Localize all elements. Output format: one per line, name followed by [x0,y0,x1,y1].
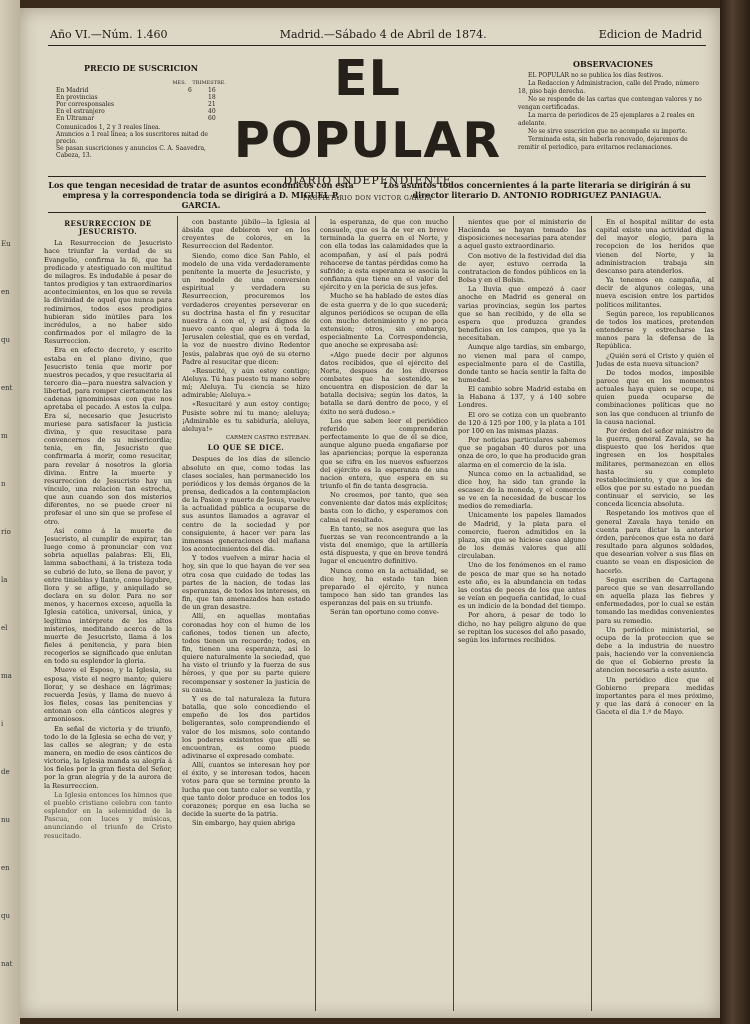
paragraph: Así como á la muerte de Jesucristo, al cumplir de expirar, tan luego como á pronunciar con voz sobria aquellas palabras: Eli, Eli, lamma sabacthani, á la tristeza toda se cubrió de luto, se llena de pavor, y entre tinieblas y llanto, como lúgubre, llora y se aflige, y aniquilado se declara en su dolor. Para no ser menos, y hacernos exceso, aquella la Iglesia católica, universal, única, y legítima intérprete de los altos misterios, meditando acerca de la muerte de Jesucristo, llama á los fieles á penitencia, y para bien recogerlos se significado que enlutan en todo su esplendor la gloria. [44,526,172,666]
price-trim: 40 [208,108,216,115]
paragraph: Según parece, los republicanos de todos los matices, pretenden entenderse y estrecharse las manos para la defensa de la República. [596,309,714,351]
price-trim: 21 [208,101,216,108]
masthead [225,48,510,202]
paragraph: Nunca como en la actualidad, se dice hoy, ha estado tan bien preparado el ejército, y nunca tampoco han sido tan grandes las esperanzas del pais en su triunfo. [320,566,448,608]
fragment-text: nu [1,816,11,824]
paragraph: Un periódico ministerial, se ocupa de la proteccion que se debe a la industria de nuestro país, haciendo ver la conveniencia de que el Gobierno preste la atencion necesaria a este asunto. [596,625,714,675]
column-divider [453,216,454,1011]
prices-heading: PRECIO DE SUSCRICION [83,63,199,73]
paragraph: ¿Quién será el Cristo y quién el Judas de esta nueva situacion? [596,351,714,368]
paragraph: Mucho se ha hablado de estos días de esta guerra y de lo que sucederá; algunos periódicos se ocupan de ella con mucho detenimiento y no poca extension; otros, sin embargo, especialmente La Correspondencia, que anoche se expresaba así: [320,292,448,350]
paragraph: Despues de los días de silencio absoluto en que, como todas las clases sociales, han permanecido los periódicos y los demás órganos de la prensa, dedicados a la contemplacion de la Pasion y muerte de Jesus, vuelve la actualidad pública a ocuparse de sus asuntos llamados a agravar el centro de la sociedad y por consiguiente, á hacer ver para las inmensas generaciones del mañana los acontecimientos del dia. [182,455,310,554]
edition-label: Edicion de Madrid [598,28,702,41]
price-place: Por corresponsales [56,101,115,108]
paragraph: Mueve el Esposo, y la Iglesia, su esposa, viste el negro manto; quiere llorar, y se deshace en lágrimas; recuerda Jesús, y llama de nuevo á los fieles, cosas las penitencias y entonan con ella cánticos alegres y armoniosos. [44,666,172,724]
paragraph: Por noticias particulares sabemos que se pagaban 40 duros por una onza de oro, lo que ha producido gran alarma en el comercio de la isla. [458,436,586,469]
paragraph: Unicamente los papeles llamados de Madrid, y la plata para el comercio, fueron admitidos en la plaza, sin que se hiciese caso alguno de los demás valores que allí circulaban. [458,511,586,561]
paragraph: Por ahora, á pesar de todo lo dicho, no hay peligro alguno de que se repitan los sucesos del año pasado, según los informes recibidos. [458,611,586,644]
paragraph: Ya tenemos en campaña, al decir de algunos colegas, una nueva escision entre los partidos políticos militantes. [596,276,714,309]
price-row [56,115,226,122]
observation-line: No se sirve suscricion que no acompañe su importe. [528,128,688,135]
paragraph: Serán tan oportuno como conve- [330,608,440,617]
paragraph: En tanto, se nos asegura que las fuerzas se van reconcentrando a la vista del enemigo, que la artillería está dispuesta, y que en breve tendrá lugar el encuentro definitivo. [320,524,448,566]
paragraph: con bastante júbilo—la Iglesia al ábsida que debieron ver en los creyentes de colores, en la Resurreccion del Redentor. [182,218,310,251]
price-trim: 18 [208,94,216,101]
paragraph: «Resucité, y aún estoy contigo; Aleluya. Tú has puesto tu mano sobre mí; Aleluya. Tu ciencia se hizo admirable; Aleluya.» [182,366,310,400]
paragraph: Y todos vuelven a mirar hacia el hoy, sin que lo que hayan de ver sea otra cosa que cuidado de todas las partes de la nacion, de todas las esperanzas, de todos los intereses, en fin, que tan amenazados han estado de un gran desastre. [182,554,310,612]
business-notice: Los que tengan necesidad de tratar de asuntos económicos con esta empresa y la correspondencia toda se dirigirá a D. MIGUEL P. GARCIA. [48,180,354,210]
price-row [56,108,226,115]
paragraph: Era en efecto decreto, y escrito estaba en el plano divino, que Jesucristo tenia que morir por nuestros pecados, y que resucitaria al tercero dia—para nuestra salvacion y libertad, para romper ciertamente las cadenas ignominiosas con que nos apretaba el pecado. A estos la culpa. Era sí, necesario que Jesucristo muriese para satisfacer la justicia divina, y que resucitase para convencernos de su misericordia; tenia, en fin, Jesucristo que confirmarla á morir, como resucitar, para revelar á nosotros la gloria divina. Entre la muerte y resurreccion de Jesucristo hay un vínculo, una relacion tan estrecha, que aun cuando son dos misterios diferentes, no se puede creer ni profesar el uno sin que se profese el otro. [44,346,172,526]
fragment-text: rio [1,528,11,536]
column-divider [591,216,592,1011]
column-divider [315,216,316,1011]
paragraph: El oro se cotiza con un quebranto de 120 á 125 por 100, y la plata a 101 por 100 en las mismas plazas. [458,410,586,435]
observations [518,60,708,152]
previous-page-edge [0,0,20,1024]
column-3 [320,218,448,1008]
price-note: Se pasan suscriciones y anuncios C. A. Saavedra, Cabeza, 13. [56,145,206,159]
fragment-text: de [1,768,10,776]
place-date: Madrid.—Sábado 4 de Abril de 1874. [279,28,487,41]
paragraph: En el hospital militar de esta capital existe una actividad digna del mayor elogio, para la recepcion de los heridos que vienen del Norte, y la administracion trabaja sin descanso para atenderlos. [596,218,714,275]
article-heading: RESURRECCION DE JESUCRISTO. [64,219,152,237]
paragraph: Allí, cuantos se interesan hoy por el éxito, y se interesan todos, hacen votos para que se termine pronto la lucha que con tanto calor se ventila, y que tanto dolor produce en todos los corazones; porque en esa lucha se decide la suerte de la patria. [182,761,310,819]
paragraph: Uno de los fenómenos en el ramo de pesca de mar que se ha notado este año, es la abundancia en todas las costas de peces de los que antes se veían en pequeña cantidad, lo cual es un indicio de la bondad del tiempo. [458,561,586,611]
fragment-text: ent [1,384,13,392]
paragraph: Por órden del señor ministro de la guerra, general Zavala, se ha dispuesto que los heridos que ingresen en los hospitales militares, permanezcan en ellos hasta su completo restablecimiento, y que a los de ellos que por su estado no puedan continuar el servicio, se les conceda licencia absoluta. [596,426,714,509]
subscription-prices [56,65,226,159]
price-values [188,87,226,94]
price-values [188,115,226,122]
price-trim: 16 [208,87,216,94]
newspaper-title: EL POPULAR [233,50,502,169]
section-rule [48,176,706,177]
price-place: En Ultramar [56,115,95,122]
col-trim: TRIMESTRE. [192,80,226,86]
paragraph: Respetando los motivos que el general Zavala haya tenido en cuenta para dictar la anterior órden, parécenos que esta no dará resultado para algunos soldados, que desearían volver a sus filas en cuanto se vean en disposicion de hacerlo. [596,509,714,575]
column-2 [182,218,310,1008]
fragment-text: la [1,576,8,584]
price-note: Comunicados 1, 2 y 3 reales línea. [56,124,161,131]
paragraph: Aunque algo tardías, sin embargo, no vienen mal para el campo, especialmente para el de Castilla, donde tanto se hacía sentir la falta de humedad. [458,343,586,384]
price-trim: 60 [208,115,216,122]
price-row [56,101,226,108]
paragraph: El cambio sobre Madrid estaba en la Habana á 137, y á 140 sobre Londres. [458,385,586,410]
paragraph: Allí, en aquellas montañas coronadas hoy con el humo de los cañones, todos tienen un afecto, todos tienen un recuerdo; todos, en fin, tienen una esperanza, así lo quiere naturalmente la sociedad, que ha visto el triunfo y la fuerza de sus héroes, y que por su parte quiere recompensar y sostener la justicia de su causa. [182,612,310,694]
price-values [188,108,226,115]
paragraph: la esperanza, de que con mucho consuelo, que es la de ver en breve terminada la guerra en el Norte, y con ella todas las calamidades que la acompañan, y así el país podrá rehacerse de tantas pérdidas como ha sufrido; a esta esperanza se asocia la confianza que tiene en el valor del ejército y en la pericia de sus jefes. [320,218,448,292]
fragment-text: ma [1,672,12,680]
fragment-text: qu [1,912,10,920]
observations-heading: OBSERVACIONES [572,59,654,69]
col-mes: MES. [172,80,187,86]
price-place: En Madrid [56,87,89,94]
price-row [56,87,226,94]
paragraph: Y es de tal naturaleza la futura batalla, que solo concediendo el empeño de los dos partidos beligerantes, solo comprendiendo el valor de los mismos, solo contando los poderes existentes que allí se encuentran, es como puede adivinarse el expresado combate. [182,694,310,760]
proprietor: PROPIETARIO DON VICTOR GARCIA [303,195,432,202]
header-topline [50,28,702,41]
header-rule [48,45,706,46]
paragraph: Los que saben leer el periódico referido comprenderán perfectamente lo que de él se dice, aunque alguno pueda engañarse por las apariencias; porque la esperanza que se cifra en los nuevos esfuerzos del ejército es la esperanza de una nacion entera, que espera en su triunfo el fin de tanta desgracia. [320,416,448,490]
paragraph: Con motivo de la festividad del dia de ayer, estuvo cerrada la contratacion de fondos públicos en la Bolsa y en el Bolsin. [458,251,586,285]
price-mes: 6 [188,87,192,94]
observation-line: EL POPULAR no se publica los días festivos. [528,72,664,79]
observation-line: La marca de periodicos de 25 ejemplares a 2 reales en adelante. [518,112,695,127]
paragraph: Siendo, como dice San Pablo, el modelo de una vida verdaderamente penitente la muerte de Jesucristo, y un modelo de una conversion espiritual y verdadera su Resurreccion, procuremos los verdaderos creyentes perseverar en su doctrina hasta el fin y resucitar nuestra á con el, y así dignos de nuevo canto que alegra á toda la Jerusalen celestial, que es en verdad, la voz de nuestro divino Redentor Jesús, palabras que oyó de su eterno Padre al resucitar que dicen: [182,251,310,366]
paragraph: En señal de victoria y de triunfo, todo lo de la Iglesia se echa de ver, y las calles se alegran; y de esta manera, en medio de esos cánticos de victoria, la Iglesia manda su alegría á los fieles por la gran fiesta del Señor, por la gran alegría y de la aurora de la Resurreccion. [44,724,172,790]
paragraph: Segun escriben de Cartagena parece que se van desarrollando en aquella plaza las fiebres y enfermedades, por lo cual se están tomando las medidas convenientes para su remedio. [596,575,714,625]
prices-header-row [56,80,226,87]
paragraph: De todos modos, imposible parece que en los momentos actuales haya quien se ocupe, ni quien pueda ocuparse de combinaciones políticas que no son las que conducen al triunfo de la causa nacional. [596,368,714,426]
observation-line: Terminada esta, sin haberla renovado, dejaremos de remitir el periodico, para evitarnos reclamaciones. [518,136,688,151]
paragraph: La Resurreccion de Jesucristo hace triunfar la verdad de su Evangelio, confirma la fé, que ha predicado y atestiguado con multitud de milagros. Es indudable á pesar de tantos prodigios y tan extraordinarios acontecimientos, en los que se revela la divinidad de aquel que nunca para redimirnos, todos esos prodigios hubieran sido inútiles para los incrédulos, a no haber sido confirmados por el milagro de la Resurreccion. [44,239,172,346]
price-place: En provincias [56,94,98,101]
fragment-text: en [1,288,10,296]
paragraph: nientes que por el ministerio de Hacienda se hayan tomado las disposiciones necesarias para atender a aquel gasto extraordinario. [458,218,586,251]
book-binding-edge [720,0,750,1024]
column-4 [458,218,586,1008]
column-1 [44,218,172,1008]
paragraph: «Algo puede decir por algunos datos recibidos, que el ejército del Norte, despues de los diversos combates que ha sostenido, se encuentra en disposicion de dar la batalla decisiva; según los datos, la batalla se dará dentro de poco, y el éxito no será dudoso.» [320,350,448,416]
paragraph: No creemos, por tanto, que sea conveniente dar datos más explícitos; basta con lo dicho, y esperamos con calma el resultado. [320,491,448,524]
fragment-text: n [1,480,6,488]
columns-rule [48,212,706,213]
paragraph: Sin embargo, hay quien abriga [192,819,296,828]
fragment-text: el [1,624,8,632]
observation-line: La Redaccion y Administracion, calle del Prado, número 18, piso bajo derecha. [518,80,699,95]
fragment-text: i [1,720,4,728]
year-number: Año VI.—Núm. 1.460 [50,28,168,41]
literary-notice: Los asuntos todos concernientes á la parte literaria se dirigirán á su director literario D. ANTONIO RODRIGUEZ PANIAGUA. [383,180,691,200]
price-row [56,94,226,101]
signature: CARMEN CASTRO ESTEBAN. [225,435,310,442]
section-heading: LO QUE SE DICE. [207,443,285,453]
price-values [188,101,226,108]
fragment-text: m [1,432,8,440]
price-values [188,94,226,101]
column-text: La Iglesia entonces los himnos que el pueblo cristiano celebra con tanto esplendor en la solemnidad de la Pascua, con luces y músicas, anunciando el triunfo de Cristo resucitado. [44,790,172,840]
column-divider [177,216,178,1011]
fragment-text: Eu [1,240,11,248]
paragraph: La lluvia que empezó á caer anoche en Madrid es general en varias provincias, según los partes que se han recibido, y de ella se espera que produzca grandes beneficios en los campos, que ya la necesitaban. [458,285,586,343]
column-5 [596,218,714,1008]
fragment-text: nat [1,960,13,968]
price-note: Anuncios a 1 real línea; a los suscritores mitad de precio. [56,131,208,145]
fragment-text: en [1,864,10,872]
price-place: En el estranjero [56,108,105,115]
paragraph: «Resucitaré y aun estoy contigo; Pusiste sobre mí tu mano; aleluya; ¡Admirable es tu sabiduría, aleluya, aleluya!» [182,400,310,433]
newspaper-page [20,8,720,1018]
fragment-text: qu [1,336,10,344]
price-rows [56,87,226,122]
observation-line: No se responde de las cartas que contengan valores y no vengan certificadas. [518,96,702,111]
paragraph: Un periódico dice que el Gobierno prepara medidas importantes para el mes próximo, y que las dará á conocer en la Gaceta el dia 1.º de Mayo. [596,675,714,717]
newspaper-subtitle: DIARIO INDEPENDIENTE [283,174,452,187]
paragraph: Nunca como en la actualidad, se dice hoy, ha sido tan grande la escasez de la moneda, y el comercio se ve en la necesidad de buscar los medios de remediarla. [458,469,586,511]
